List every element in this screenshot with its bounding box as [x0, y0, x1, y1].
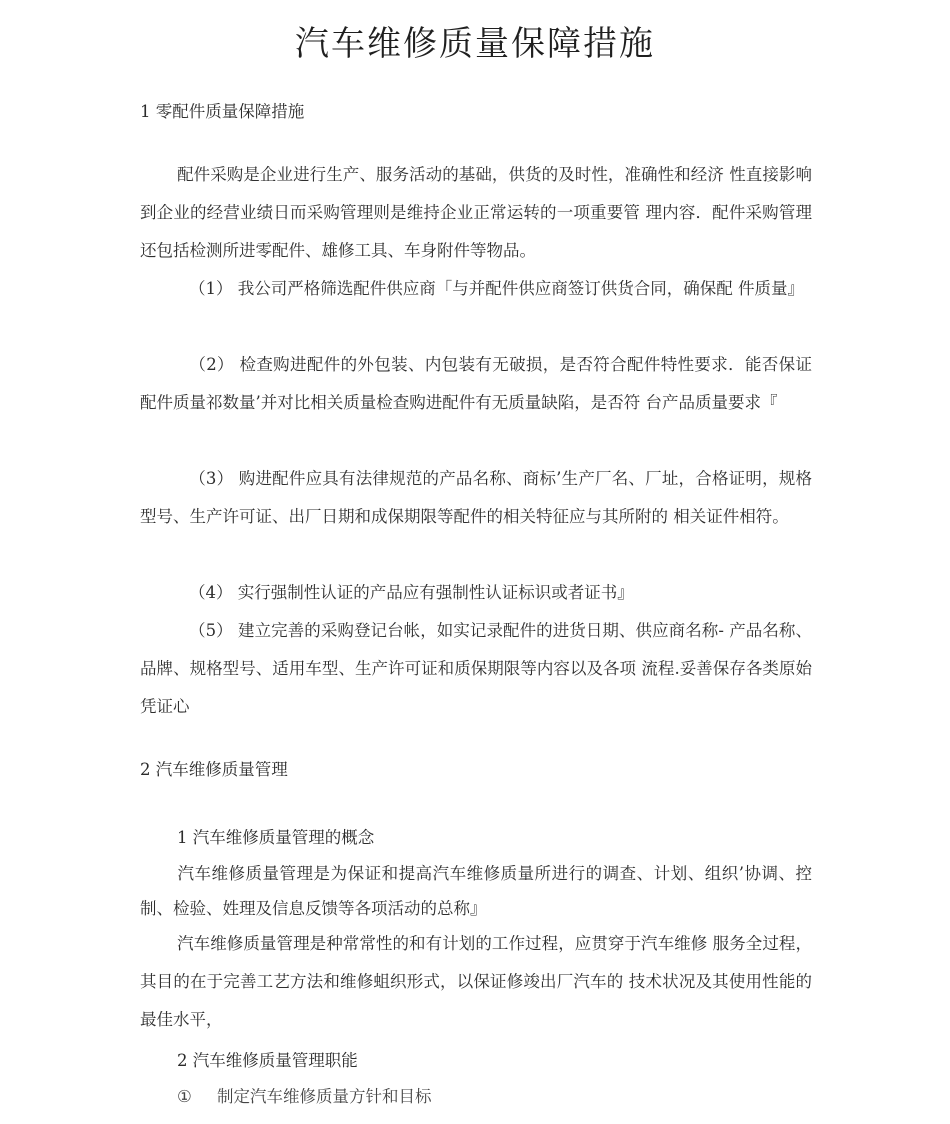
section-1-item-3-text: （3） 购进配件应具有法律规范的产品名称、商标’生产厂名、厂址，合格证明，规格型号、生产许可证、出厂日期和成保期限等配件的相关特征应与其所附的 相关证件相符。 [140, 469, 812, 526]
subsection-2-1-paragraph-2 [140, 925, 812, 1039]
subsection-2-1-paragraph-2-text: 汽车维修质量管理是种常常性的和有计划的工作过程，应贯穿于汽车维修 服务全过程，其目的在于完善工艺方法和维修蛆织形式，以保证修竣出厂汽车的 技术状况及其使用性能的最佳水平， [140, 934, 812, 1029]
section-1-item-1 [140, 270, 812, 308]
section-2-heading: 2 汽车维修质量管理 [140, 760, 288, 779]
function-list-item-1 [177, 1085, 432, 1109]
circled-number-1: ① [177, 1087, 192, 1106]
document-title: 汽车维修质量保障措施 [295, 24, 655, 64]
section-1-heading: 1 零配件质量保障措施 [140, 102, 305, 121]
subsection-2-1-paragraph-1-text: 汽车维修质量管理是为保证和提高汽车维修质量所进行的调查、计划、组织’协调、控制、检验、姓理及信息反馈等各项活动的总称』 [140, 864, 812, 918]
section-1-intro-paragraph [140, 156, 812, 270]
section-1-item-2 [140, 346, 812, 422]
subsection-2-1-paragraph-1 [140, 857, 812, 926]
section-1-item-1-text: （1） 我公司严格筛选配件供应商「与并配件供应商签订供货合同，确保配 件质量』 [189, 279, 804, 298]
subsection-2-2-heading: 2 汽车维修质量管理职能 [177, 1051, 358, 1070]
section-1-item-4-text: （4） 实行强制性认证的产品应有强制性认证标识或者证书』 [189, 583, 634, 602]
function-list-item-1-text: 制定汽车维修质量方针和目标 [217, 1087, 432, 1106]
section-1-intro-text: 配件采购是企业进行生产、服务活动的基础，供货的及时性，准确性和经济 性直接影响到企业的经营业绩日而采购管理则是维持企业正常运转的一项重要管 理内容．配件采购管理还包括检测所进零配件、雄修工具、车身附件等物品。 [140, 165, 812, 260]
section-1-item-5 [140, 612, 812, 726]
section-1-item-4 [140, 574, 812, 612]
section-1-item-5-text: （5） 建立完善的采购登记台帐，如实记录配件的进货日期、供应商名称- 产品名称、品牌、规格型号、适用车型、生产许可证和质保期限等内容以及各项 流程.妥善保存各类原始凭证心 [140, 621, 812, 716]
section-1-item-3 [140, 460, 812, 536]
subsection-2-1-heading: 1 汽车维修质量管理的概念 [177, 828, 375, 847]
section-1-item-2-text: （2） 检查购进配件的外包装、内包装有无破损，是否符合配件特性要求．能否保证配件质量祁数量’并对比相关质量检查购进配件有无质量缺陷，是否符 台产品质量要求『 [140, 355, 812, 412]
